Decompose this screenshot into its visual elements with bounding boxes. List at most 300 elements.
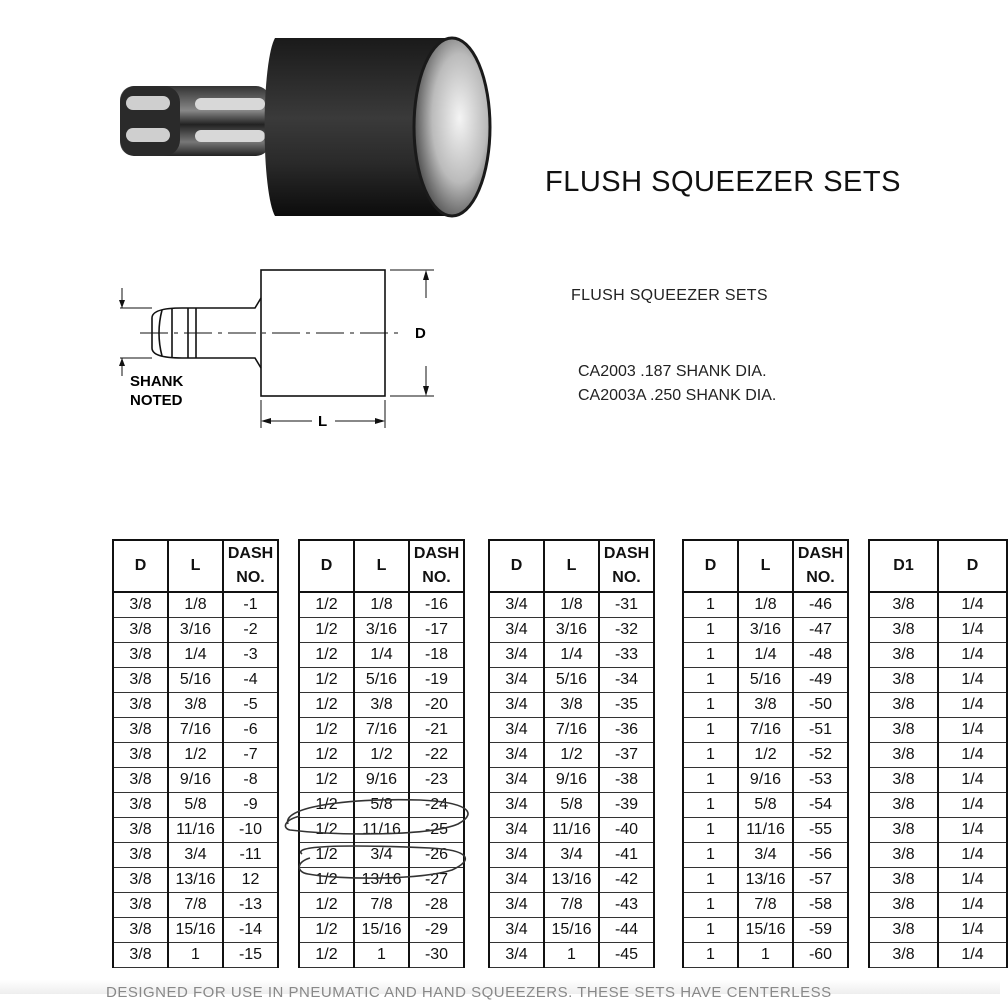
table-row — [683, 918, 848, 943]
table-row — [869, 793, 1007, 818]
table-row — [299, 843, 464, 868]
spec-line-ca2003a: CA2003A .250 SHANK DIA. — [578, 387, 777, 404]
table-header-row — [113, 540, 278, 592]
table-row — [489, 893, 654, 918]
column-header: D — [489, 540, 544, 592]
table-cell: 3/4 — [489, 768, 544, 793]
table-cell: 13/16 — [544, 868, 599, 893]
table-cell: 3/4 — [489, 818, 544, 843]
table-cell: 1/2 — [544, 743, 599, 768]
table-cell: 1/4 — [938, 693, 1007, 718]
table-cell: 1/2 — [299, 818, 354, 843]
table-cell: 5/8 — [738, 793, 793, 818]
table-row — [489, 868, 654, 893]
table-cell: 1 — [683, 618, 738, 643]
table-cell: 12 — [223, 868, 278, 893]
dash-number-table — [488, 539, 655, 968]
table-row — [299, 592, 464, 618]
table-cell: 3/8 — [869, 693, 938, 718]
table-cell: 3/8 — [113, 618, 168, 643]
table-row — [869, 592, 1007, 618]
table-row — [489, 943, 654, 968]
table-cell: 3/8 — [113, 818, 168, 843]
table-cell: 5/8 — [168, 793, 223, 818]
dash-table-1 — [112, 539, 279, 968]
table-cell: -38 — [599, 768, 654, 793]
table-cell: -58 — [793, 893, 848, 918]
table-row — [869, 843, 1007, 868]
table-row — [113, 668, 278, 693]
table-cell: 1/4 — [938, 592, 1007, 618]
table-cell: 3/16 — [354, 618, 409, 643]
table-cell: 15/16 — [168, 918, 223, 943]
page-title: FLUSH SQUEEZER SETS — [545, 166, 901, 198]
table-cell: 1/8 — [738, 592, 793, 618]
table-cell: -39 — [599, 793, 654, 818]
column-header: L — [168, 540, 223, 592]
table-cell: 3/8 — [869, 643, 938, 668]
table-cell: 1/4 — [938, 793, 1007, 818]
table-row — [113, 768, 278, 793]
table-cell: 3/8 — [869, 943, 938, 968]
table-cell: 3/8 — [869, 768, 938, 793]
table-cell: -40 — [599, 818, 654, 843]
table-row — [489, 793, 654, 818]
table-cell: 1 — [544, 943, 599, 968]
table-row — [869, 718, 1007, 743]
table-row — [113, 618, 278, 643]
table-row — [113, 893, 278, 918]
table-cell: -19 — [409, 668, 464, 693]
table-cell: 3/8 — [738, 693, 793, 718]
table-cell: -11 — [223, 843, 278, 868]
table-cell: -53 — [793, 768, 848, 793]
table-row — [113, 793, 278, 818]
table-cell: -14 — [223, 918, 278, 943]
table-header-row — [869, 540, 1007, 592]
table-cell: 3/4 — [489, 693, 544, 718]
table-cell: 11/16 — [738, 818, 793, 843]
spec-line-ca2003: CA2003 .187 SHANK DIA. — [578, 363, 767, 380]
table-cell: 1/2 — [168, 743, 223, 768]
dash-number-table — [682, 539, 849, 968]
table-cell: 3/8 — [113, 693, 168, 718]
table-cell: 3/4 — [489, 943, 544, 968]
table-row — [869, 868, 1007, 893]
table-cell: 15/16 — [544, 918, 599, 943]
table-cell: -59 — [793, 918, 848, 943]
table-cell: 3/8 — [544, 693, 599, 718]
table-row — [683, 693, 848, 718]
table-row — [113, 818, 278, 843]
table-cell: 7/8 — [544, 893, 599, 918]
dash-number-table — [298, 539, 465, 968]
table-cell: 11/16 — [354, 818, 409, 843]
table-cell: 1 — [354, 943, 409, 968]
table-cell: -45 — [599, 943, 654, 968]
table-cell: -57 — [793, 868, 848, 893]
table-cell: 3/4 — [489, 843, 544, 868]
table-cell: 3/4 — [354, 843, 409, 868]
table-row — [113, 743, 278, 768]
table-cell: 1/4 — [938, 918, 1007, 943]
table-cell: 5/16 — [354, 668, 409, 693]
table-cell: 1/4 — [544, 643, 599, 668]
table-cell: 3/8 — [869, 893, 938, 918]
table-row — [489, 668, 654, 693]
table-cell: 1 — [683, 592, 738, 618]
l-dimension-label: L — [318, 413, 328, 430]
table-cell: -28 — [409, 893, 464, 918]
column-header: L — [354, 540, 409, 592]
table-row — [869, 618, 1007, 643]
table-cell: 9/16 — [168, 768, 223, 793]
table-cell: -56 — [793, 843, 848, 868]
table-cell: 1/2 — [299, 768, 354, 793]
table-cell: 1/4 — [938, 768, 1007, 793]
table-cell: -7 — [223, 743, 278, 768]
column-header: DASH NO. — [793, 540, 848, 592]
table-row — [299, 918, 464, 943]
table-row — [299, 868, 464, 893]
table-row — [489, 618, 654, 643]
table-cell: -13 — [223, 893, 278, 918]
table-row — [299, 793, 464, 818]
table-row — [489, 768, 654, 793]
table-cell: -46 — [793, 592, 848, 618]
table-row — [299, 893, 464, 918]
table-row — [299, 943, 464, 968]
table-row — [489, 843, 654, 868]
table-cell: 13/16 — [168, 868, 223, 893]
table-cell: -29 — [409, 918, 464, 943]
table-row — [113, 592, 278, 618]
table-cell: 1/2 — [299, 918, 354, 943]
table-cell: 3/8 — [869, 843, 938, 868]
table-row — [869, 818, 1007, 843]
table-cell: 3/8 — [113, 592, 168, 618]
table-cell: 1 — [683, 893, 738, 918]
table-cell: 3/4 — [489, 743, 544, 768]
dash-number-table — [868, 539, 1008, 968]
table-row — [869, 893, 1007, 918]
table-row — [299, 818, 464, 843]
table-cell: -8 — [223, 768, 278, 793]
column-header: L — [544, 540, 599, 592]
table-row — [299, 718, 464, 743]
noted-label: NOTED — [130, 392, 183, 409]
table-cell: 1/4 — [938, 743, 1007, 768]
table-cell: -33 — [599, 643, 654, 668]
table-row — [299, 743, 464, 768]
table-row — [683, 618, 848, 643]
table-cell: 15/16 — [738, 918, 793, 943]
table-cell: 7/16 — [544, 718, 599, 743]
table-cell: 3/8 — [113, 718, 168, 743]
table-cell: 3/8 — [869, 868, 938, 893]
shank-label: SHANK — [130, 373, 184, 390]
table-cell: -54 — [793, 793, 848, 818]
table-cell: -3 — [223, 643, 278, 668]
table-cell: 1 — [683, 943, 738, 968]
table-cell: -4 — [223, 668, 278, 693]
column-header: D — [938, 540, 1007, 592]
table-cell: 3/4 — [489, 793, 544, 818]
table-row — [869, 768, 1007, 793]
table-row — [683, 818, 848, 843]
table-cell: -34 — [599, 668, 654, 693]
table-cell: 1/4 — [938, 618, 1007, 643]
table-cell: -22 — [409, 743, 464, 768]
table-cell: 1/4 — [938, 643, 1007, 668]
table-cell: 3/4 — [489, 868, 544, 893]
table-cell: -26 — [409, 843, 464, 868]
table-header-row — [683, 540, 848, 592]
table-cell: 1/2 — [299, 668, 354, 693]
table-cell: 1 — [683, 918, 738, 943]
table-row — [683, 718, 848, 743]
table-cell: 3/4 — [738, 843, 793, 868]
table-cell: -52 — [793, 743, 848, 768]
table-cell: 5/8 — [544, 793, 599, 818]
table-cell: 15/16 — [354, 918, 409, 943]
column-header: D — [683, 540, 738, 592]
table-cell: 3/8 — [113, 743, 168, 768]
table-cell: 1/2 — [299, 893, 354, 918]
table-cell: -50 — [793, 693, 848, 718]
table-cell: 1 — [683, 668, 738, 693]
table-cell: 1 — [683, 818, 738, 843]
table-row — [683, 643, 848, 668]
column-header: DASH NO. — [599, 540, 654, 592]
table-cell: -31 — [599, 592, 654, 618]
section-subtitle: FLUSH SQUEEZER SETS — [571, 287, 768, 304]
table-cell: 1/2 — [299, 592, 354, 618]
table-cell: -6 — [223, 718, 278, 743]
dimension-drawing — [100, 258, 450, 438]
column-header: DASH NO. — [409, 540, 464, 592]
table-cell: 3/8 — [354, 693, 409, 718]
table-row — [489, 818, 654, 843]
table-cell: -20 — [409, 693, 464, 718]
table-cell: -17 — [409, 618, 464, 643]
table-cell: -18 — [409, 643, 464, 668]
table-cell: 3/8 — [113, 668, 168, 693]
column-header: D — [113, 540, 168, 592]
table-cell: 1/2 — [299, 868, 354, 893]
table-row — [683, 768, 848, 793]
table-cell: -35 — [599, 693, 654, 718]
table-row — [113, 943, 278, 968]
table-cell: -51 — [793, 718, 848, 743]
table-cell: -32 — [599, 618, 654, 643]
table-cell: 3/4 — [489, 592, 544, 618]
table-cell: 3/8 — [869, 718, 938, 743]
table-cell: 1/2 — [299, 843, 354, 868]
table-cell: 3/8 — [113, 943, 168, 968]
table-row — [113, 918, 278, 943]
table-cell: -1 — [223, 592, 278, 618]
table-cell: 1 — [683, 868, 738, 893]
table-row — [869, 643, 1007, 668]
table-cell: 3/4 — [489, 918, 544, 943]
table-cell: 3/16 — [544, 618, 599, 643]
table-cell: 3/8 — [168, 693, 223, 718]
table-cell: 1 — [683, 843, 738, 868]
table-cell: 1 — [683, 743, 738, 768]
table-cell: -21 — [409, 718, 464, 743]
table-cell: -24 — [409, 793, 464, 818]
table-row — [683, 843, 848, 868]
table-cell: 3/4 — [489, 668, 544, 693]
table-row — [869, 943, 1007, 968]
table-cell: 3/8 — [113, 918, 168, 943]
table-row — [683, 893, 848, 918]
table-cell: 1/2 — [299, 643, 354, 668]
d-dimension-label: D — [415, 325, 426, 342]
table-cell: 11/16 — [544, 818, 599, 843]
table-cell: 1/2 — [299, 718, 354, 743]
table-cell: 1/8 — [168, 592, 223, 618]
table-cell: 1/4 — [938, 818, 1007, 843]
table-cell: -42 — [599, 868, 654, 893]
product-photo — [100, 28, 500, 223]
table-row — [113, 643, 278, 668]
table-cell: -30 — [409, 943, 464, 968]
table-cell: -9 — [223, 793, 278, 818]
table-cell: 3/8 — [869, 618, 938, 643]
table-header-row — [299, 540, 464, 592]
table-cell: 1/4 — [938, 893, 1007, 918]
table-cell: 1 — [168, 943, 223, 968]
dash-table-5-partial — [868, 539, 984, 968]
table-cell: -41 — [599, 843, 654, 868]
table-cell: 3/8 — [113, 793, 168, 818]
table-row — [299, 693, 464, 718]
column-header: D1 — [869, 540, 938, 592]
table-cell: -43 — [599, 893, 654, 918]
table-cell: 1/2 — [738, 743, 793, 768]
table-row — [489, 918, 654, 943]
table-cell: 1/8 — [354, 592, 409, 618]
table-cell: -49 — [793, 668, 848, 693]
table-cell: 1 — [683, 718, 738, 743]
table-row — [683, 793, 848, 818]
table-cell: 1/2 — [299, 793, 354, 818]
table-row — [683, 943, 848, 968]
table-row — [299, 643, 464, 668]
table-cell: -47 — [793, 618, 848, 643]
table-cell: 3/4 — [489, 618, 544, 643]
table-row — [489, 693, 654, 718]
table-cell: 1/4 — [168, 643, 223, 668]
table-cell: 3/8 — [869, 743, 938, 768]
table-cell: 1/2 — [299, 743, 354, 768]
table-cell: 1/4 — [938, 843, 1007, 868]
table-cell: 1 — [683, 768, 738, 793]
table-cell: 5/8 — [354, 793, 409, 818]
table-cell: 1/2 — [299, 693, 354, 718]
dash-table-4 — [682, 539, 849, 968]
table-cell: -55 — [793, 818, 848, 843]
table-row — [869, 743, 1007, 768]
table-cell: 3/8 — [869, 592, 938, 618]
table-cell: 3/16 — [738, 618, 793, 643]
table-row — [683, 668, 848, 693]
table-row — [683, 592, 848, 618]
table-cell: 7/8 — [738, 893, 793, 918]
table-cell: 13/16 — [354, 868, 409, 893]
table-cell: 1/4 — [354, 643, 409, 668]
table-cell: -37 — [599, 743, 654, 768]
table-row — [869, 693, 1007, 718]
table-cell: 9/16 — [354, 768, 409, 793]
table-cell: 9/16 — [738, 768, 793, 793]
table-cell: 1 — [683, 643, 738, 668]
table-cell: -60 — [793, 943, 848, 968]
table-row — [299, 668, 464, 693]
table-cell: 3/4 — [489, 893, 544, 918]
table-cell: 7/16 — [738, 718, 793, 743]
table-cell: 7/8 — [168, 893, 223, 918]
column-header: L — [738, 540, 793, 592]
table-cell: 3/8 — [113, 768, 168, 793]
table-cell: 3/8 — [113, 893, 168, 918]
dash-table-2 — [298, 539, 465, 968]
table-cell: 7/8 — [354, 893, 409, 918]
table-cell: -23 — [409, 768, 464, 793]
table-cell: 5/16 — [168, 668, 223, 693]
table-cell: 3/8 — [113, 868, 168, 893]
table-header-row — [489, 540, 654, 592]
table-row — [489, 743, 654, 768]
table-cell: 1 — [683, 793, 738, 818]
table-cell: 11/16 — [168, 818, 223, 843]
table-row — [489, 643, 654, 668]
table-cell: 1 — [738, 943, 793, 968]
table-row — [869, 668, 1007, 693]
table-row — [489, 718, 654, 743]
table-cell: 13/16 — [738, 868, 793, 893]
table-cell: -2 — [223, 618, 278, 643]
table-row — [683, 868, 848, 893]
table-cell: -5 — [223, 693, 278, 718]
table-cell: 1/2 — [299, 618, 354, 643]
table-row — [869, 918, 1007, 943]
table-cell: 1/4 — [938, 668, 1007, 693]
table-row — [113, 693, 278, 718]
table-cell: 1/4 — [938, 718, 1007, 743]
footer-text: DESIGNED FOR USE IN PNEUMATIC AND HAND SQUEEZERS. THESE SETS HAVE CENTERLESS — [0, 980, 1000, 994]
table-cell: -44 — [599, 918, 654, 943]
table-cell: 3/8 — [869, 668, 938, 693]
table-cell: 3/16 — [168, 618, 223, 643]
table-cell: -27 — [409, 868, 464, 893]
table-cell: 3/8 — [113, 643, 168, 668]
table-cell: 7/16 — [354, 718, 409, 743]
table-row — [683, 743, 848, 768]
table-cell: 3/4 — [489, 718, 544, 743]
table-cell: 3/8 — [113, 843, 168, 868]
table-cell: -25 — [409, 818, 464, 843]
table-cell: -15 — [223, 943, 278, 968]
table-cell: 9/16 — [544, 768, 599, 793]
table-cell: 1/8 — [544, 592, 599, 618]
table-row — [489, 592, 654, 618]
table-cell: 1 — [683, 693, 738, 718]
table-row — [113, 843, 278, 868]
table-cell: -10 — [223, 818, 278, 843]
